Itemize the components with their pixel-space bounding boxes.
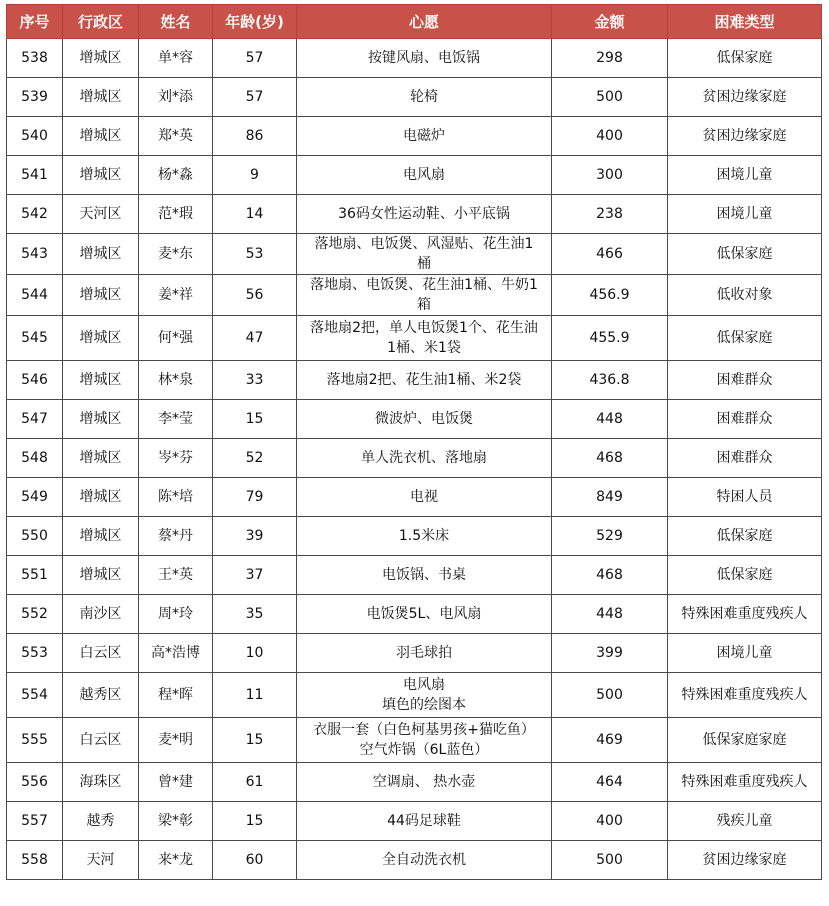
cell-wish: 落地扇2把、花生油1桶、米2袋: [297, 361, 552, 400]
cell-no: 544: [7, 275, 63, 316]
cell-age: 56: [213, 275, 297, 316]
header-district: 行政区: [63, 5, 139, 39]
cell-name: 高*浩博: [139, 634, 213, 673]
cell-type: 困难群众: [668, 361, 822, 400]
wish-table: [6, 4, 822, 880]
cell-no: 547: [7, 400, 63, 439]
cell-type: 困境儿童: [668, 195, 822, 234]
cell-district: 增城区: [63, 316, 139, 361]
cell-amount: 400: [552, 802, 668, 841]
cell-name: 来*龙: [139, 841, 213, 880]
cell-name: 梁*彰: [139, 802, 213, 841]
cell-type: 低收对象: [668, 275, 822, 316]
cell-type: 困境儿童: [668, 156, 822, 195]
cell-no: 558: [7, 841, 63, 880]
wish-table-wrapper: [6, 4, 822, 880]
cell-amount: 400: [552, 117, 668, 156]
cell-no: 554: [7, 673, 63, 718]
cell-type: 特殊困难重度残疾人: [668, 673, 822, 718]
table-row: [7, 156, 822, 195]
cell-type: 困难群众: [668, 400, 822, 439]
cell-name: 李*莹: [139, 400, 213, 439]
cell-age: 37: [213, 556, 297, 595]
cell-district: 增城区: [63, 275, 139, 316]
cell-type: 特殊困难重度残疾人: [668, 763, 822, 802]
table-row: [7, 78, 822, 117]
cell-amount: 468: [552, 439, 668, 478]
cell-district: 天河: [63, 841, 139, 880]
cell-no: 539: [7, 78, 63, 117]
cell-amount: 500: [552, 841, 668, 880]
cell-age: 60: [213, 841, 297, 880]
cell-amount: 469: [552, 718, 668, 763]
cell-name: 周*玲: [139, 595, 213, 634]
cell-district: 增城区: [63, 400, 139, 439]
cell-wish: 电磁炉: [297, 117, 552, 156]
cell-name: 麦*东: [139, 234, 213, 275]
cell-name: 王*英: [139, 556, 213, 595]
cell-age: 15: [213, 802, 297, 841]
cell-amount: 300: [552, 156, 668, 195]
cell-no: 546: [7, 361, 63, 400]
cell-age: 53: [213, 234, 297, 275]
table-row: [7, 361, 822, 400]
cell-district: 增城区: [63, 361, 139, 400]
cell-name: 岑*芬: [139, 439, 213, 478]
cell-district: 增城区: [63, 517, 139, 556]
cell-name: 何*强: [139, 316, 213, 361]
cell-wish: 轮椅: [297, 78, 552, 117]
cell-no: 551: [7, 556, 63, 595]
cell-wish: 衣服一套（白色柯基男孩+猫吃鱼） 空气炸锅（6L蓝色）: [297, 718, 552, 763]
table-row: [7, 517, 822, 556]
cell-wish: 电饭锅、书桌: [297, 556, 552, 595]
header-amount: 金额: [552, 5, 668, 39]
cell-amount: 456.9: [552, 275, 668, 316]
cell-name: 郑*英: [139, 117, 213, 156]
cell-wish: 36码女性运动鞋、小平底锅: [297, 195, 552, 234]
cell-wish: 微波炉、电饭煲: [297, 400, 552, 439]
cell-amount: 448: [552, 595, 668, 634]
cell-no: 545: [7, 316, 63, 361]
cell-type: 低保家庭: [668, 556, 822, 595]
cell-type: 困难群众: [668, 439, 822, 478]
cell-wish: 单人洗衣机、落地扇: [297, 439, 552, 478]
cell-name: 麦*明: [139, 718, 213, 763]
cell-wish: 全自动洗衣机: [297, 841, 552, 880]
table-row: [7, 595, 822, 634]
cell-district: 增城区: [63, 39, 139, 78]
header-no: 序号: [7, 5, 63, 39]
cell-type: 低保家庭家庭: [668, 718, 822, 763]
cell-amount: 464: [552, 763, 668, 802]
table-row: [7, 195, 822, 234]
cell-no: 542: [7, 195, 63, 234]
cell-district: 增城区: [63, 439, 139, 478]
cell-no: 548: [7, 439, 63, 478]
cell-type: 残疾儿童: [668, 802, 822, 841]
cell-age: 10: [213, 634, 297, 673]
cell-wish: 44码足球鞋: [297, 802, 552, 841]
cell-type: 低保家庭: [668, 234, 822, 275]
cell-wish: 落地扇2把，单人电饭煲1个、花生油 1桶、米1袋: [297, 316, 552, 361]
cell-wish: 落地扇、电饭煲、花生油1桶、牛奶1 箱: [297, 275, 552, 316]
cell-amount: 500: [552, 78, 668, 117]
cell-amount: 468: [552, 556, 668, 595]
table-row: [7, 234, 822, 275]
cell-name: 蔡*丹: [139, 517, 213, 556]
cell-no: 552: [7, 595, 63, 634]
cell-amount: 238: [552, 195, 668, 234]
cell-district: 白云区: [63, 634, 139, 673]
cell-age: 9: [213, 156, 297, 195]
cell-amount: 529: [552, 517, 668, 556]
cell-type: 低保家庭: [668, 39, 822, 78]
header-age: 年龄(岁): [213, 5, 297, 39]
cell-age: 86: [213, 117, 297, 156]
cell-amount: 448: [552, 400, 668, 439]
cell-name: 范*瑕: [139, 195, 213, 234]
cell-name: 姜*祥: [139, 275, 213, 316]
cell-name: 程*晖: [139, 673, 213, 718]
cell-wish: 电风扇: [297, 156, 552, 195]
cell-wish: 空调扇、 热水壶: [297, 763, 552, 802]
cell-wish: 1.5米床: [297, 517, 552, 556]
cell-type: 低保家庭: [668, 316, 822, 361]
cell-no: 555: [7, 718, 63, 763]
cell-name: 单*容: [139, 39, 213, 78]
cell-name: 林*泉: [139, 361, 213, 400]
cell-name: 曾*建: [139, 763, 213, 802]
cell-no: 543: [7, 234, 63, 275]
cell-age: 47: [213, 316, 297, 361]
cell-age: 15: [213, 400, 297, 439]
cell-type: 贫困边缘家庭: [668, 78, 822, 117]
cell-no: 538: [7, 39, 63, 78]
cell-age: 57: [213, 39, 297, 78]
cell-district: 增城区: [63, 78, 139, 117]
cell-no: 549: [7, 478, 63, 517]
table-row: [7, 275, 822, 316]
cell-no: 540: [7, 117, 63, 156]
cell-type: 困境儿童: [668, 634, 822, 673]
cell-type: 贫困边缘家庭: [668, 117, 822, 156]
table-row: [7, 634, 822, 673]
cell-age: 57: [213, 78, 297, 117]
cell-type: 贫困边缘家庭: [668, 841, 822, 880]
table-row: [7, 718, 822, 763]
header-name: 姓名: [139, 5, 213, 39]
cell-district: 增城区: [63, 156, 139, 195]
cell-age: 35: [213, 595, 297, 634]
cell-name: 刘*添: [139, 78, 213, 117]
table-body: [7, 39, 822, 880]
cell-district: 天河区: [63, 195, 139, 234]
cell-no: 557: [7, 802, 63, 841]
cell-wish: 羽毛球拍: [297, 634, 552, 673]
table-row: [7, 556, 822, 595]
cell-district: 越秀: [63, 802, 139, 841]
cell-no: 550: [7, 517, 63, 556]
cell-wish: 按键风扇、电饭锅: [297, 39, 552, 78]
cell-district: 海珠区: [63, 763, 139, 802]
cell-name: 杨*淼: [139, 156, 213, 195]
cell-no: 553: [7, 634, 63, 673]
cell-amount: 466: [552, 234, 668, 275]
cell-wish: 落地扇、电饭煲、风湿贴、花生油1 桶: [297, 234, 552, 275]
cell-type: 特困人员: [668, 478, 822, 517]
cell-age: 33: [213, 361, 297, 400]
table-row: [7, 39, 822, 78]
table-row: [7, 478, 822, 517]
table-row: [7, 117, 822, 156]
cell-amount: 399: [552, 634, 668, 673]
cell-district: 白云区: [63, 718, 139, 763]
cell-age: 39: [213, 517, 297, 556]
table-row: [7, 439, 822, 478]
cell-wish: 电视: [297, 478, 552, 517]
cell-no: 556: [7, 763, 63, 802]
table-row: [7, 763, 822, 802]
cell-district: 越秀区: [63, 673, 139, 718]
table-row: [7, 841, 822, 880]
table-row: [7, 673, 822, 718]
header-wish: 心愿: [297, 5, 552, 39]
cell-amount: 298: [552, 39, 668, 78]
cell-type: 特殊困难重度残疾人: [668, 595, 822, 634]
cell-age: 61: [213, 763, 297, 802]
cell-age: 52: [213, 439, 297, 478]
cell-no: 541: [7, 156, 63, 195]
cell-district: 增城区: [63, 478, 139, 517]
header-row: [7, 5, 822, 39]
cell-age: 11: [213, 673, 297, 718]
cell-district: 南沙区: [63, 595, 139, 634]
table-row: [7, 802, 822, 841]
table-row: [7, 316, 822, 361]
cell-district: 增城区: [63, 234, 139, 275]
cell-name: 陈*培: [139, 478, 213, 517]
cell-type: 低保家庭: [668, 517, 822, 556]
header-type: 困难类型: [668, 5, 822, 39]
cell-amount: 849: [552, 478, 668, 517]
cell-district: 增城区: [63, 556, 139, 595]
cell-amount: 500: [552, 673, 668, 718]
cell-district: 增城区: [63, 117, 139, 156]
cell-wish: 电风扇 填色的绘图本: [297, 673, 552, 718]
cell-amount: 436.8: [552, 361, 668, 400]
cell-amount: 455.9: [552, 316, 668, 361]
cell-wish: 电饭煲5L、电风扇: [297, 595, 552, 634]
cell-age: 14: [213, 195, 297, 234]
cell-age: 79: [213, 478, 297, 517]
table-row: [7, 400, 822, 439]
cell-age: 15: [213, 718, 297, 763]
